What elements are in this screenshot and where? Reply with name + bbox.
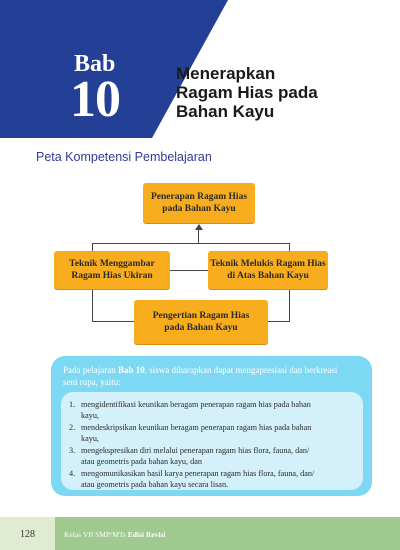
footer-book-title <box>64 530 165 539</box>
connector-line <box>92 321 134 322</box>
book-edition: Edisi Revisi <box>127 530 166 539</box>
connector-line <box>92 243 93 251</box>
item-number: 1. <box>69 400 76 409</box>
node-label: pada Bahan Kayu <box>162 204 236 214</box>
item-number: 4. <box>69 469 76 478</box>
item-text: atau geometris pada bahan kayu, dan <box>81 457 202 466</box>
item-text: mengekspresikan diri melalui penerapan ragam hias flora, fauna, dan/ <box>81 446 310 455</box>
chapter-title <box>176 64 386 121</box>
intro-bold: Bab 10 <box>117 365 145 375</box>
connector-line <box>289 243 290 251</box>
chapter-title-line: Menerapkan <box>176 64 276 83</box>
node-label: di Atas Bahan Kayu <box>227 271 309 281</box>
objectives-intro <box>63 364 363 388</box>
connector-line <box>268 321 290 322</box>
item-text: mendeskripsikan keunikan beragam penerapan ragam hias pada bahan <box>81 423 312 432</box>
map-node-teknik-menggambar <box>54 251 170 289</box>
item-text: kayu, <box>81 411 99 420</box>
intro-text: , siswa diharapkan dapat mengapresiasi dan berkreasi <box>144 365 338 375</box>
page-number: 128 <box>20 529 35 540</box>
node-label: Penerapan Ragam Hias <box>150 192 248 202</box>
arrow-up-icon <box>195 224 203 230</box>
intro-text: seni rupa, yaitu: <box>63 377 121 387</box>
objectives-list <box>61 392 363 490</box>
item-text: kayu, <box>81 434 99 443</box>
chapter-label: Bab <box>74 51 116 77</box>
connector-line <box>92 289 93 321</box>
node-label: Teknik Menggambar <box>69 259 155 269</box>
chapter-title-line: Bahan Kayu <box>176 102 275 121</box>
section-title: Peta Kompetensi Pembelajaran <box>36 150 212 164</box>
node-label: Teknik Melukis Ragam Hias <box>210 259 326 269</box>
item-text: mengomunikasikan hasil karya penerapan ragam hias flora, fauna, dan/ <box>81 469 315 478</box>
connector-line <box>289 289 290 321</box>
item-text: mengidentifikasi keunikan beragam penerapan ragam hias pada bahan <box>81 400 311 409</box>
connector-line <box>92 243 289 244</box>
chapter-banner <box>0 0 400 150</box>
connector-line <box>170 270 208 271</box>
map-node-penerapan <box>143 183 255 223</box>
objectives-panel <box>51 356 372 496</box>
node-label: Pengertian Ragam Hias <box>152 311 250 321</box>
chapter-title-line: Ragam Hias pada <box>176 83 318 102</box>
item-number: 2. <box>69 423 76 432</box>
map-node-teknik-melukis <box>208 251 328 289</box>
map-node-pengertian <box>134 300 268 344</box>
node-label: pada Bahan Kayu <box>164 323 238 333</box>
connector-line <box>198 230 199 243</box>
book-title: Kelas VII SMP/MTs <box>64 530 128 539</box>
item-text: atau geometris pada bahan kayu secara lisan. <box>81 480 229 489</box>
item-number: 3. <box>69 446 76 455</box>
node-label: Ragam Hias Ukiran <box>71 271 153 281</box>
intro-text: Pada pelajaran <box>63 365 118 375</box>
chapter-number: 10 <box>70 71 120 128</box>
